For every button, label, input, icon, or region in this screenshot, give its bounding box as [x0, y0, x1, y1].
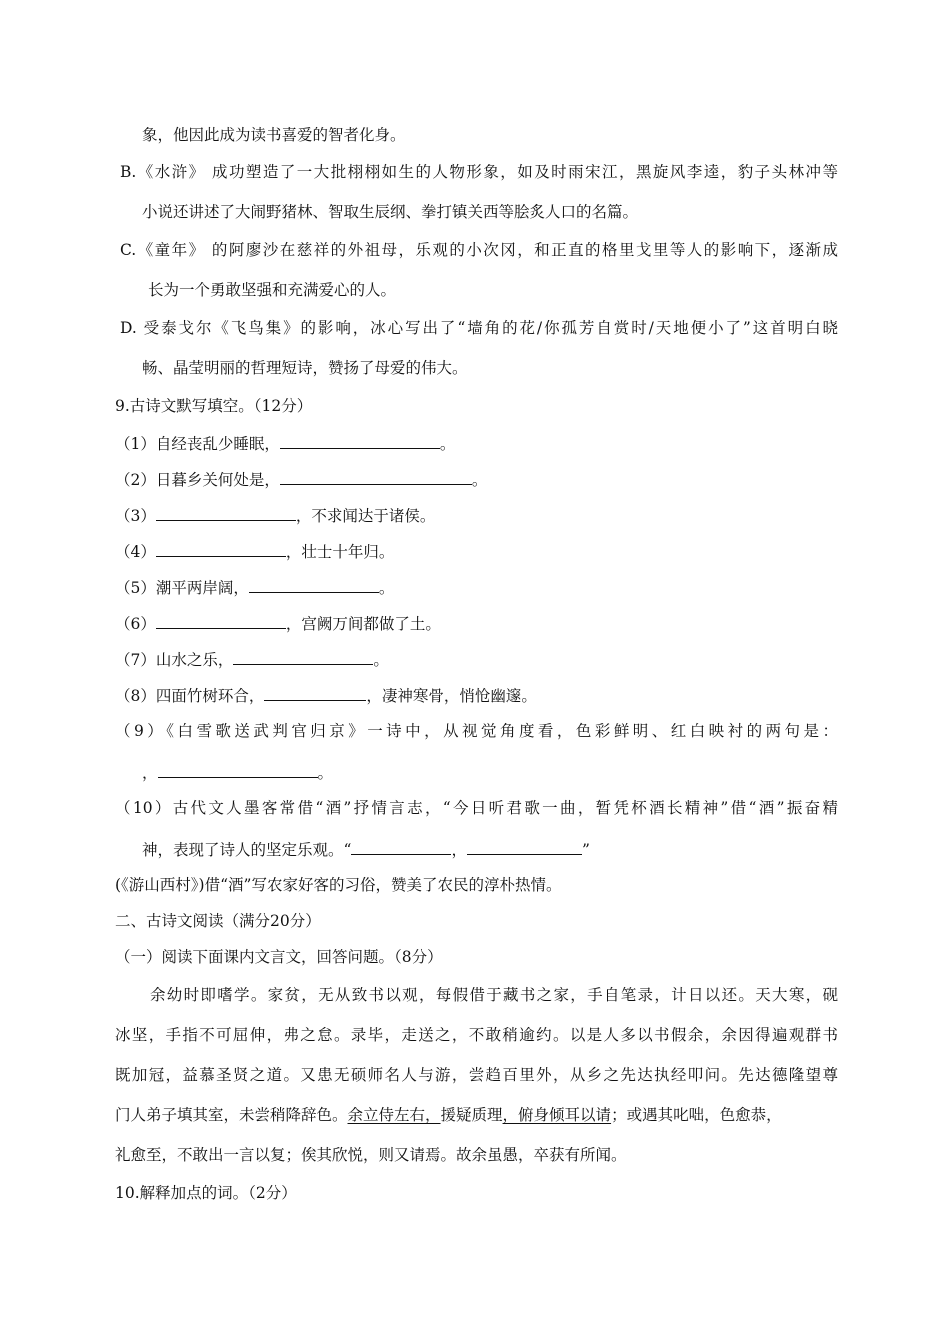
section-2-title: 二、古诗文阅读（满分20分）	[115, 912, 321, 930]
q9-item-10-comma: ，	[451, 841, 467, 859]
option-d-line1: D. 受泰戈尔《飞鸟集》的影响，冰心写出了“墙角的花/你孤芳自赏时/天地便小了”这首明白晓	[120, 319, 838, 337]
passage-line-4-part2: 援疑质理	[440, 1106, 503, 1124]
answer-blank[interactable]	[233, 648, 373, 665]
answer-blank[interactable]	[280, 468, 472, 485]
q9-item-8-text: ，凄神寒骨，悄怆幽邃。	[366, 687, 537, 705]
option-b-line1: B.《水浒》 成功塑造了一大批栩栩如生的人物形象，如及时雨宋江，黑旋风李逵，豹子头林冲等	[120, 163, 838, 181]
q9-item-4-text: ，壮士十年归。	[285, 543, 395, 561]
answer-blank[interactable]	[264, 684, 366, 701]
question-9-title: 9.古诗文默写填空。（12分）	[115, 397, 313, 415]
q9-item-7-prompt: （7）山水之乐，	[115, 651, 234, 669]
passage-line-1: 余幼时即嗜学。家贫，无从致书以观，每假借于藏书之家，手自笔录，计日以还。天大寒，砚	[150, 986, 838, 1004]
answer-blank[interactable]	[158, 761, 318, 778]
answer-blank[interactable]	[351, 838, 451, 855]
q9-item-6	[115, 612, 441, 634]
q9-item-7-suffix: 。	[373, 651, 389, 669]
option-c-line2: 长为一个勇敢坚强和充满爱心的人。	[148, 281, 397, 299]
q9-item-5	[115, 576, 394, 598]
underlined-sentence-2: ，俯身倾耳以请	[502, 1106, 612, 1124]
q9-item-9-comma: ，	[142, 764, 158, 782]
passage-line-4	[115, 1105, 782, 1125]
q9-item-2-prompt: （2）日暮乡关何处是，	[115, 471, 280, 489]
option-b-line2: 小说还讲述了大闹野猪林、智取生辰纲、拳打镇关西等脍炙人口的名篇。	[142, 203, 639, 221]
q9-item-9-suffix: 。	[317, 764, 334, 782]
passage-line-5: 礼愈至，不敢出一言以复；俟其欣悦，则又请焉。故余虽愚，卒获有所闻。	[115, 1146, 627, 1164]
q9-item-2-suffix: 。	[471, 471, 488, 489]
answer-blank[interactable]	[156, 540, 286, 557]
option-a-continuation: 象，他因此成为读书喜爱的智者化身。	[142, 126, 406, 144]
q9-item-10-line3: (《游山西村》)借“酒”写农家好客的习俗，赞美了农民的淳朴热情。	[115, 876, 562, 894]
q9-item-8-prompt: （8）四面竹树环合，	[115, 687, 265, 705]
answer-blank[interactable]	[249, 576, 379, 593]
passage-line-4-part1: 门人弟子填其室，未尝稍降辞色。	[115, 1106, 348, 1124]
q9-item-10-line2	[142, 838, 590, 860]
section-2-subtitle: （一）阅读下面课内文言文，回答问题。（8分）	[115, 948, 443, 966]
q9-item-10-close-quote: ”	[581, 841, 590, 859]
answer-blank[interactable]	[467, 838, 582, 855]
q9-item-3	[115, 504, 435, 526]
q9-item-6-text: ，宫阙万间都做了土。	[285, 615, 441, 633]
q9-item-1-suffix: 。	[439, 435, 456, 453]
q9-item-7	[115, 648, 389, 670]
q9-item-5-prompt: （5）潮平两岸阔，	[115, 579, 249, 597]
answer-blank[interactable]	[156, 612, 286, 629]
answer-blank[interactable]	[156, 504, 296, 521]
q9-item-3-prefix: （3）	[115, 507, 156, 525]
q9-item-2	[115, 468, 487, 490]
passage-line-4-part3: ；或遇其叱咄，色愈恭，	[611, 1106, 782, 1124]
q9-item-4-prefix: （4）	[115, 543, 156, 561]
q9-item-5-suffix: 。	[378, 579, 395, 597]
passage-line-3: 既加冠，益慕圣贤之道。又患无硕师名人与游，尝趋百里外，从乡之先达执经叩问。先达德隆望尊	[115, 1066, 838, 1084]
option-d-line2: 畅、晶莹明丽的哲理短诗，赞扬了母爱的伟大。	[142, 359, 468, 377]
q9-item-4	[115, 540, 394, 562]
passage-line-2: 冰坚，手指不可屈伸，弗之怠。录毕，走送之，不敢稍逾约。以是人多以书假余，余因得遍观群书	[115, 1026, 838, 1044]
option-c-line1: C.《童年》 的阿廖沙在慈祥的外祖母，乐观的小次冈，和正直的格里戈里等人的影响下，逐渐成	[120, 241, 838, 259]
q9-item-10-text: 神，表现了诗人的坚定乐观。“	[142, 841, 352, 859]
q9-item-3-text: ，不求闻达于诸侯。	[295, 507, 436, 525]
q9-item-9-line1: （9）《白雪歌送武判官归京》一诗中，从视觉角度看，色彩鲜明、红白映衬的两句是：	[115, 722, 838, 740]
q9-item-1	[115, 432, 455, 454]
underlined-sentence-1: 余立侍左右，	[347, 1106, 441, 1124]
answer-blank[interactable]	[280, 432, 440, 449]
q9-item-1-prompt: （1）自经丧乱少睡眠，	[115, 435, 280, 453]
q9-item-6-prefix: （6）	[115, 615, 156, 633]
q9-item-10-line1: （10）古代文人墨客常借“酒”抒情言志，“今日听君歌一曲，暂凭杯酒长精神”借“酒”振奋精	[115, 799, 838, 817]
question-10-title: 10.解释加点的词。（2分）	[115, 1184, 297, 1202]
q9-item-9-line2	[142, 761, 333, 783]
q9-item-8	[115, 684, 537, 706]
